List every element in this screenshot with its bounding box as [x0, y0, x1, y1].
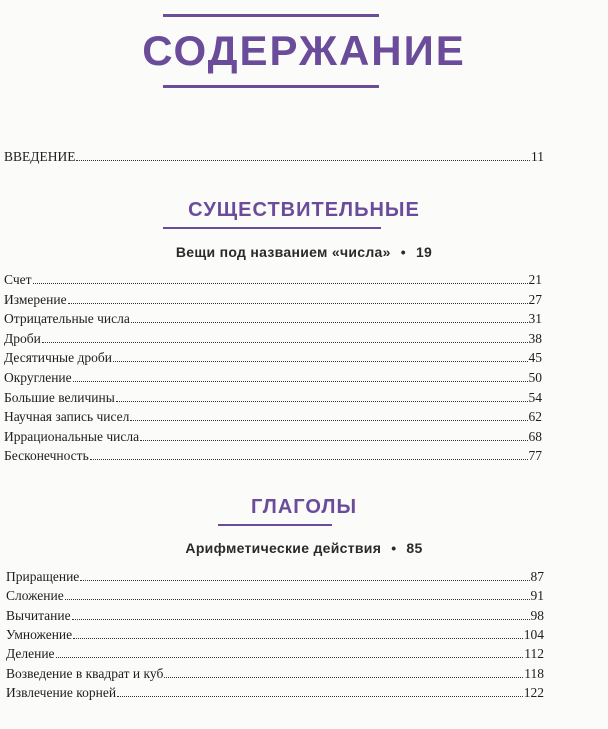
subheading-text: Вещи под названием «числа»	[175, 244, 391, 260]
toc-entry-label: Дроби	[4, 330, 41, 346]
dot-leader	[130, 419, 527, 421]
toc-entry[interactable]	[6, 588, 544, 604]
dot-leader	[117, 695, 523, 697]
subheading-page: 19	[415, 244, 433, 260]
dot-leader	[73, 380, 528, 382]
toc-entry[interactable]	[6, 569, 544, 585]
toc-entry[interactable]	[4, 350, 542, 366]
section-subheading-verbs	[0, 540, 608, 556]
toc-entry[interactable]	[6, 685, 544, 701]
toc-entry[interactable]	[4, 292, 542, 308]
subheading-text: Арифметические действия	[185, 540, 382, 556]
toc-entry-page: 21	[528, 272, 542, 287]
dot-leader	[56, 656, 524, 658]
page-title: СОДЕРЖАНИЕ	[142, 27, 466, 74]
toc-entry-page: 50	[528, 370, 542, 385]
toc-entry-page: 118	[524, 665, 544, 681]
toc-entry-label: Вычитание	[6, 607, 71, 623]
toc-entry-label: Счет	[4, 272, 32, 287]
toc-entry-page: 68	[528, 428, 542, 444]
toc-entry-page: 112	[524, 646, 544, 662]
dot-leader	[164, 676, 523, 678]
toc-entry[interactable]	[4, 331, 542, 347]
toc-entry[interactable]	[4, 272, 542, 288]
toc-entry[interactable]	[6, 608, 544, 624]
section-heading-verbs: ГЛАГОЛЫ	[250, 496, 358, 518]
toc-entry-label: Возведение в квадрат и куб	[6, 665, 164, 681]
toc-entry[interactable]	[4, 370, 542, 386]
toc-entry-label: Деление	[6, 646, 55, 662]
dot-leader	[140, 439, 527, 441]
section-heading-nouns: СУЩЕСТВИТЕЛЬНЫЕ	[188, 199, 420, 221]
toc-entry-label: Десятичные дроби	[4, 350, 112, 366]
toc-entry-intro[interactable]	[4, 149, 544, 165]
dot-leader	[131, 321, 528, 323]
toc-entry-label: Иррациональные числа	[4, 428, 140, 444]
toc-entry-label: Умножение	[6, 626, 73, 642]
toc-entry-page: 31	[528, 311, 542, 327]
dot-leader	[68, 302, 528, 304]
section-subheading-nouns	[0, 244, 608, 260]
toc-entry[interactable]	[4, 448, 542, 464]
toc-entry-page: 11	[531, 149, 544, 164]
dot-leader	[65, 598, 530, 600]
toc-entry[interactable]	[6, 627, 544, 643]
title-rule-top	[163, 14, 379, 17]
bullet-separator: •	[391, 540, 397, 556]
toc-entry[interactable]	[4, 311, 542, 327]
toc-entry[interactable]	[6, 646, 544, 662]
toc-entry-page: 27	[528, 291, 542, 307]
toc-entry-page: 38	[528, 330, 542, 346]
toc-entry-page: 98	[530, 607, 544, 623]
dot-leader	[113, 360, 528, 362]
toc-entry-page: 62	[528, 409, 542, 425]
dot-leader	[73, 637, 523, 639]
toc-entry[interactable]	[4, 390, 542, 406]
toc-entry-page: 77	[528, 448, 542, 464]
toc-entry-label: Округление	[4, 370, 72, 385]
toc-entry-label: Бесконечность	[4, 448, 89, 464]
toc-entry-label: Отрицательные числа	[4, 311, 130, 327]
toc-entry-page: 87	[530, 569, 544, 584]
toc-entry-page: 54	[528, 389, 542, 405]
dot-leader	[72, 618, 530, 620]
title-rule-bottom	[163, 85, 379, 88]
dot-leader	[116, 400, 528, 402]
toc-entry[interactable]	[4, 409, 542, 425]
toc-entry-label: Большие величины	[4, 389, 115, 405]
toc-entry-page: 122	[523, 684, 544, 700]
toc-entry-page: 45	[528, 350, 542, 366]
bullet-separator: •	[400, 244, 406, 260]
dot-leader	[90, 458, 528, 460]
toc-entry-label: Сложение	[6, 588, 64, 604]
dot-leader	[76, 159, 530, 161]
section-rule-verbs	[218, 524, 332, 526]
toc-entry[interactable]	[4, 429, 542, 445]
toc-entry-page: 91	[530, 588, 544, 604]
subheading-page: 85	[406, 540, 423, 556]
toc-entry[interactable]	[6, 666, 544, 682]
dot-leader	[42, 341, 528, 343]
toc-entry-page: 104	[523, 626, 544, 642]
dot-leader	[33, 282, 528, 284]
toc-entry-label: Приращение	[6, 569, 80, 584]
section-rule-nouns	[163, 227, 381, 229]
toc-entry-label: Измерение	[4, 291, 67, 307]
toc-entry-label: ВВЕДЕНИЕ	[4, 149, 76, 164]
dot-leader	[80, 579, 529, 581]
toc-entry-label: Извлечение корней	[6, 684, 117, 700]
toc-entry-label: Научная запись чисел	[4, 409, 130, 425]
